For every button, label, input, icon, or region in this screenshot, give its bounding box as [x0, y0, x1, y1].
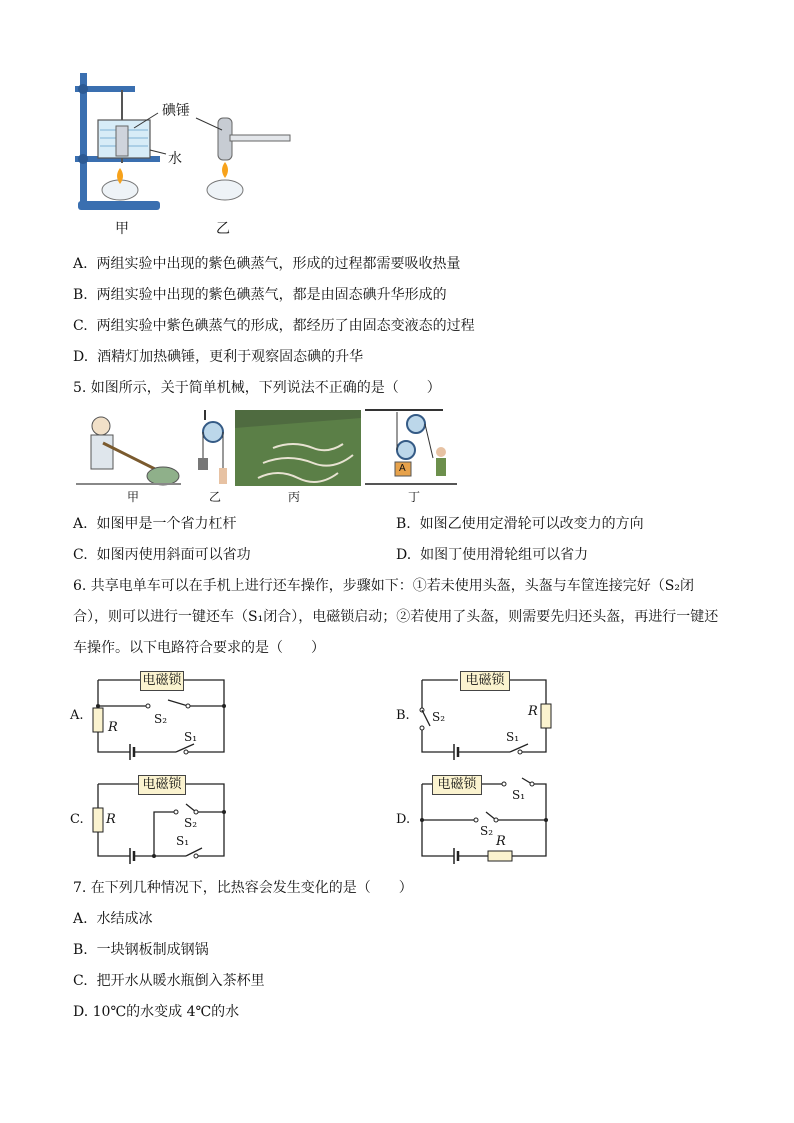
caption-jia: 甲	[126, 490, 139, 504]
q6-stem-line3: 车操作。以下电路符合要求的是（ ）	[73, 640, 325, 656]
caption-bing: 丙	[287, 490, 300, 504]
option-key: A.	[70, 708, 84, 723]
label-jia: 甲	[115, 221, 129, 237]
label-iodine-hammer: 碘锤	[162, 103, 190, 119]
q4-option-d[interactable]	[73, 347, 363, 367]
simple-machines-diagram	[73, 408, 463, 488]
resistor-label: R	[106, 812, 116, 827]
option-text: 如图乙使用定滑轮可以改变力的方向	[419, 516, 644, 532]
label-yi: 乙	[216, 221, 230, 237]
block-a-label: A	[399, 463, 406, 474]
switch-s1-label: S₁	[176, 834, 190, 848]
option-key: D.	[73, 1004, 89, 1020]
option-text: 两组实验中出现的紫色碘蒸气，形成的过程都需要吸收热量	[96, 256, 461, 272]
electromagnetic-lock: 电磁锁	[138, 775, 186, 795]
circuit-a[interactable]	[68, 668, 238, 763]
switch-s1-label: S₁	[506, 730, 520, 744]
q4-option-c[interactable]	[73, 316, 475, 336]
q7-option-d[interactable]	[73, 1002, 239, 1022]
q5-option-a[interactable]	[73, 514, 236, 534]
caption-ding: 丁	[407, 490, 420, 504]
q7-option-a[interactable]	[73, 909, 152, 929]
switch-s2-label: S₂	[432, 710, 446, 724]
q7-option-c[interactable]	[73, 971, 265, 991]
option-text: 酒精灯加热碘锤，更利于观察固态碘的升华	[97, 349, 364, 365]
label-water: 水	[168, 151, 182, 167]
q5-figures	[73, 408, 463, 504]
q4-option-a[interactable]	[73, 254, 460, 274]
q5-option-b[interactable]	[396, 514, 644, 534]
option-text: 水结成冰	[96, 911, 153, 927]
q7-stem: 7. 在下列几种情况下，比热容会发生变化的是（ ）	[73, 880, 413, 896]
circuit-c[interactable]	[68, 772, 238, 867]
option-key: A.	[73, 911, 88, 927]
resistor-label: R	[108, 720, 118, 735]
option-key: B.	[396, 708, 410, 723]
q4-option-b[interactable]	[73, 285, 447, 305]
option-text: 把开水从暖水瓶倒入茶杯里	[96, 973, 265, 989]
switch-s2-label: S₂	[480, 824, 494, 838]
electromagnetic-lock: 电磁锁	[460, 671, 510, 691]
option-text: 两组实验中紫色碘蒸气的形成，都经历了由固态变液态的过程	[96, 318, 475, 334]
option-key: D.	[396, 812, 411, 827]
q7-option-b[interactable]	[73, 940, 209, 960]
option-key: A.	[73, 516, 88, 532]
option-key: D.	[73, 349, 89, 365]
caption-yi: 乙	[208, 490, 221, 504]
option-text: 如图丙使用斜面可以省功	[96, 547, 251, 563]
resistor-label: R	[528, 704, 538, 719]
q6-stem-line1: 6. 共享电单车可以在手机上进行还车操作，步骤如下：①若未使用头盔，头盔与车筐连接完好（S₂闭	[73, 578, 695, 594]
option-text: 10℃的水变成 4℃的水	[92, 1004, 240, 1020]
q6-stem-line2: 合），则可以进行一键还车（S₁闭合），电磁锁启动；②若使用了头盔，则需要先归还头盔，再进行一键还	[73, 609, 719, 625]
q4-figure	[70, 68, 300, 243]
option-key: B.	[73, 287, 88, 303]
circuit-b[interactable]	[392, 668, 562, 763]
switch-s2-label: S₂	[184, 816, 198, 830]
option-key: C.	[73, 547, 88, 563]
q5-stem: 5. 如图所示，关于简单机械，下列说法不正确的是（ ）	[73, 380, 441, 396]
switch-s1-label: S₁	[184, 730, 198, 744]
q5-option-c[interactable]	[73, 545, 251, 565]
switch-s1-label: S₁	[512, 788, 526, 802]
option-text: 如图丁使用滑轮组可以省力	[420, 547, 589, 563]
switch-s2-label: S₂	[154, 712, 168, 726]
option-text: 如图甲是一个省力杠杆	[96, 516, 237, 532]
option-key: D.	[396, 547, 412, 563]
q5-option-d[interactable]	[396, 545, 588, 565]
electromagnetic-lock: 电磁锁	[432, 775, 482, 795]
option-key: C.	[73, 973, 88, 989]
option-key: C.	[70, 812, 84, 827]
option-key: B.	[396, 516, 411, 532]
electromagnetic-lock: 电磁锁	[140, 671, 184, 691]
option-text: 一块钢板制成钢锅	[96, 942, 209, 958]
option-key: A.	[73, 256, 88, 272]
option-text: 两组实验中出现的紫色碘蒸气，都是由固态碘升华形成的	[96, 287, 447, 303]
option-key: B.	[73, 942, 88, 958]
iodine-experiment-diagram	[70, 68, 300, 243]
resistor-label: R	[496, 834, 506, 849]
option-key: C.	[73, 318, 88, 334]
circuit-d[interactable]	[392, 772, 562, 867]
